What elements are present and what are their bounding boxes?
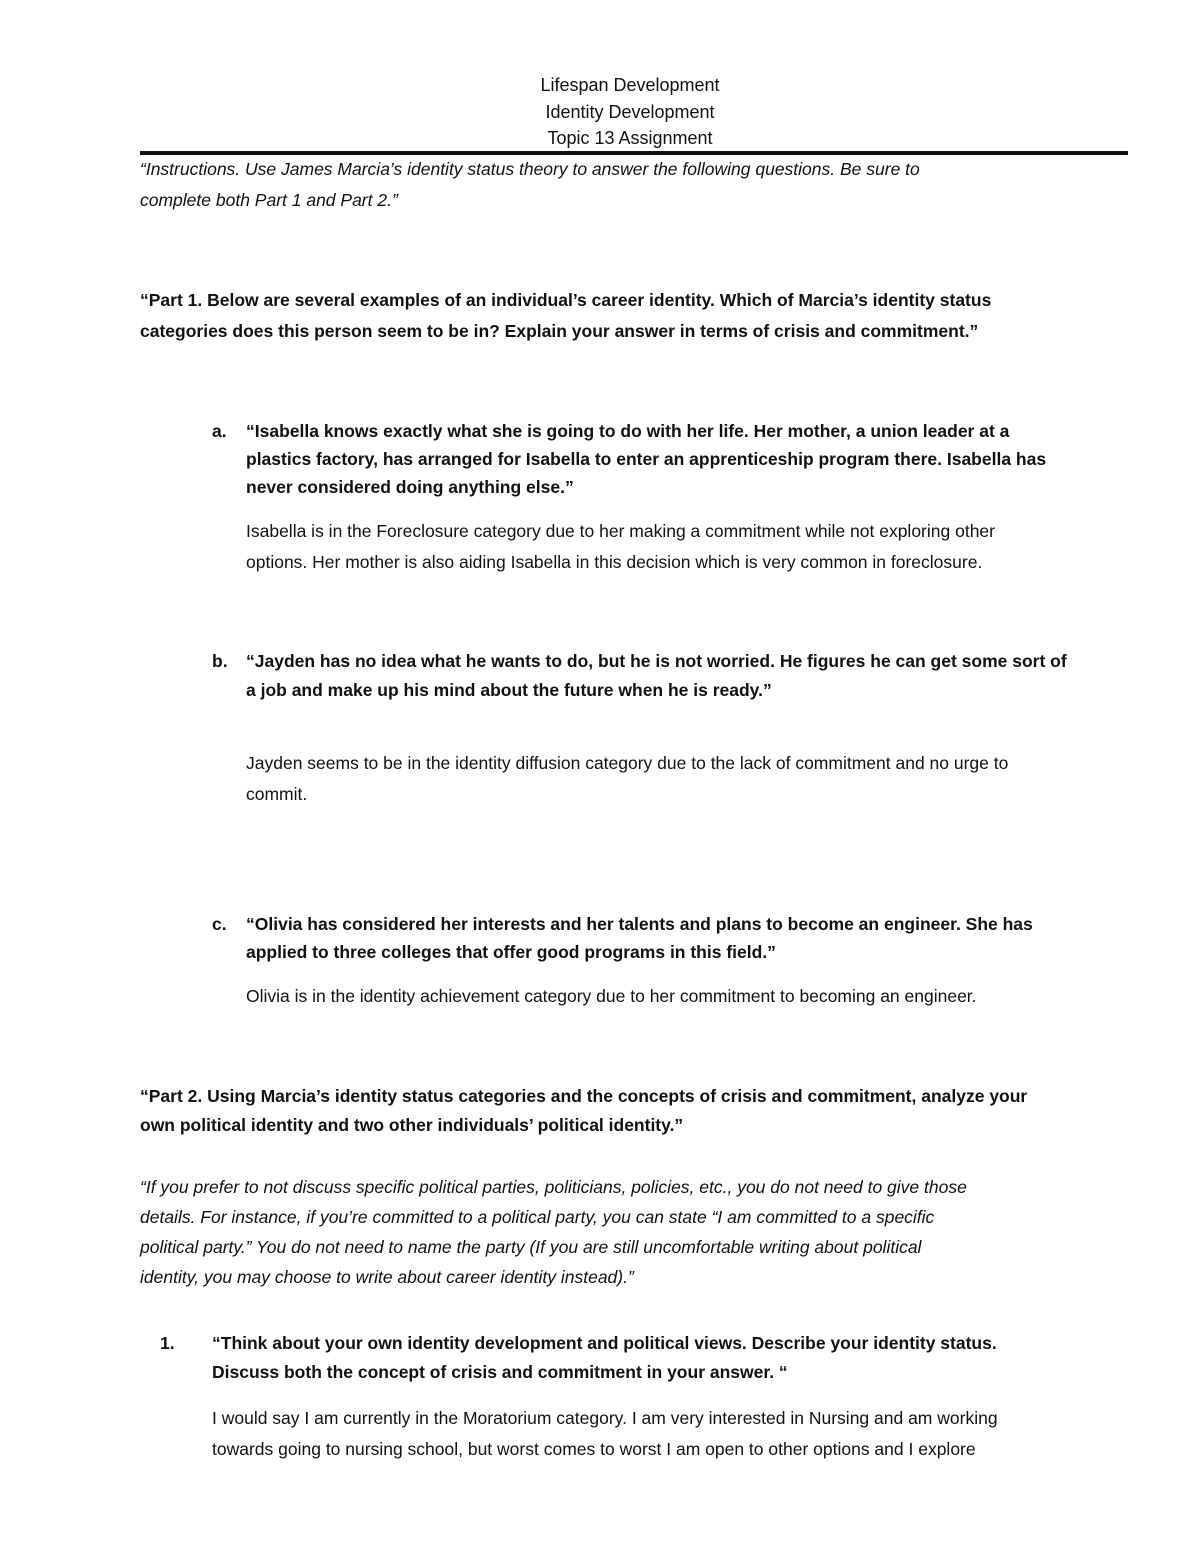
item-b-question-line-2: a job and make up his mind about the future when he is ready.”	[246, 680, 772, 700]
part1-prompt-line-1: “Part 1. Below are several examples of an individual’s career identity. Which of Marcia’s identity status	[140, 290, 992, 310]
item-c-question-line-2: applied to three colleges that offer good programs in this field.”	[246, 942, 776, 962]
item-c-question-line-1: “Olivia has considered her interests and her talents and plans to become an engineer. She has	[246, 914, 1033, 934]
item-b-answer-line-2: commit.	[246, 784, 308, 804]
item-b-question-line-1: “Jayden has no idea what he wants to do, but he is not worried. He figures he can get some sort of	[246, 651, 1067, 671]
item-a-question-line-3: never considered doing anything else.”	[246, 477, 574, 497]
assignment-title: Topic 13 Assignment	[547, 128, 713, 148]
question-1-line-2: Discuss both the concept of crisis and commitment in your answer. “	[212, 1362, 788, 1382]
part2-prompt-line-1: “Part 2. Using Marcia’s identity status categories and the concepts of crisis and commitment, analyze your	[140, 1086, 1028, 1106]
answer-1-line-2: towards going to nursing school, but worst comes to worst I am open to other options and I explore	[212, 1439, 976, 1459]
item-a-question-line-2: plastics factory, has arranged for Isabella to enter an apprenticeship program there. Isabella has	[246, 449, 1047, 469]
course-title: Lifespan Development	[540, 75, 720, 95]
item-c-answer-line-1: Olivia is in the identity achievement category due to her commitment to becoming an engineer.	[246, 986, 977, 1006]
item-b-answer-line-1: Jayden seems to be in the identity diffusion category due to the lack of commitment and no urge to	[246, 753, 1009, 773]
part2-note-line-1: “If you prefer to not discuss specific political parties, politicians, policies, etc., you do not need to give those	[140, 1177, 967, 1197]
part2-note-line-2: details. For instance, if you’re committed to a political party, you can state “I am committed to a specific	[140, 1207, 935, 1227]
item-c-label: c.	[212, 914, 227, 934]
item-a-answer-line-1: Isabella is in the Foreclosure category due to her making a commitment while not exploring other	[246, 521, 995, 541]
answer-1-line-1: I would say I am currently in the Moratorium category. I am very interested in Nursing and am working	[212, 1408, 998, 1428]
item-a-answer-line-2: options. Her mother is also aiding Isabella in this decision which is very common in foreclosure.	[246, 552, 983, 572]
part2-prompt-line-2: own political identity and two other individuals’ political identity.”	[140, 1115, 684, 1135]
part2-note-line-3: political party.” You do not need to name the party (If you are still uncomfortable writing about political	[140, 1237, 922, 1257]
item-a-question-line-1: “Isabella knows exactly what she is going to do with her life. Her mother, a union leader at a	[246, 421, 1010, 441]
instructions-line-1: “Instructions. Use James Marcia’s identity status theory to answer the following questions. Be sure to	[140, 159, 920, 179]
part2-note-line-4: identity, you may choose to write about career identity instead).”	[140, 1267, 634, 1287]
item-a-label: a.	[212, 421, 227, 441]
part1-prompt-line-2: categories does this person seem to be in? Explain your answer in terms of crisis and commitment.”	[140, 321, 979, 341]
item-b-label: b.	[212, 651, 228, 671]
unit-title: Identity Development	[545, 102, 715, 122]
instructions-line-2: complete both Part 1 and Part 2.”	[140, 190, 398, 210]
question-1-line-1: “Think about your own identity development and political views. Describe your identity status.	[212, 1333, 997, 1353]
question-1-label: 1.	[160, 1333, 175, 1353]
